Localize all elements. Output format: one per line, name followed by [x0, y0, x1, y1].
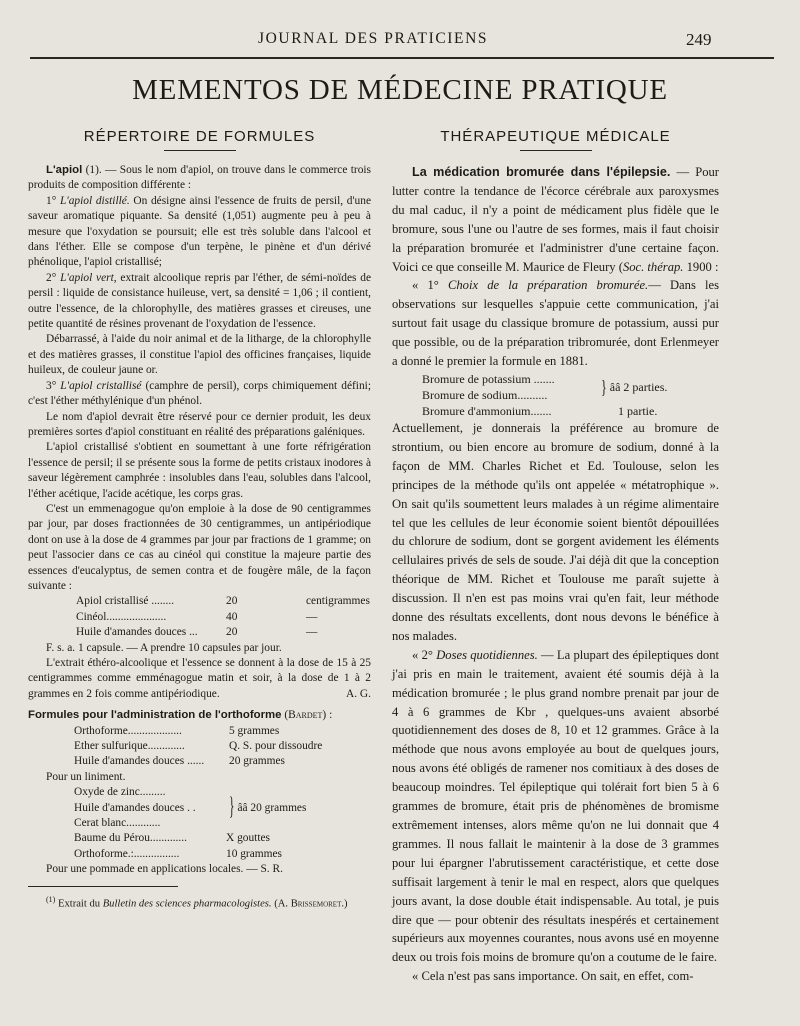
right-column — [392, 128, 719, 986]
footnote: $^{(1)}$ Extrait du Bulletin des sciences pharmacologistes. (A. Brissemoret.) — [46, 894, 348, 910]
doses-paragraph: « 2° Doses quotidiennes. — La plupart des épileptiques dont j'ai pris en main le traitement, avaient été soumis déjà à la médication bromurée ; le plus grand nombre prenait par jour de 4 à 6 grammes de Kbr , quelques-uns avaient absorbé quotidiennement des doses de 8, 10 et 12 grammes. Grâce à la méthode que nous avons employée au bout de quelques jours, nous avons été obligés de ramener nos comitiaux à des doses de beaucoup moindres. Tel épileptique qui tolérait fort bien 5 à 6 grammes de bromure, était pris de phénomènes de bromisme extrêmement intenses, alors même qu'on ne lui donnait que 4 grammes. Il nous fallait le maintenir à la dose de 3 grammes pour lui épargner l'abrutissement caractéristique, et cette dose suffisait largement à tenir le mal en respect, alors que quelques jours avant, la dose double était indispensable. Au total, je puis dire que — pour obtenir des résultats inespérés et certainement supérieurs aux moyennes courantes, nous avons usé en moyenne deux ou trois fois moins de bromure qu'on a coutume de le faire. — [392, 647, 719, 965]
apiol-item-2: 2° L'apiol vert, extrait alcoolique repris par l'éther, de sémi-noïdes de persil : liquide de consistance huileuse, vert, sa densité = 1,06 ; il contient, outre l'essence, de la chlorophylle, des matières grasses et cireuses, une petite quantité de résines provenant de l'oxydation de l'essence. — [28, 271, 372, 331]
footnote-rule — [28, 886, 178, 887]
liniment-formula: Baume du Pérou............. X gouttes Orthoforme.:................ 10 grammes — [74, 832, 282, 860]
pommade-line: Pour une pommade en applications locales. — S. R. — [46, 863, 283, 876]
choice-continuation: Actuellement, je donnerais la préférence au bromure de strontium, ou bien encore au bromure de sodium, donné à la façon de MM. Charles Richet et Ed. Toulouse, selon les principes de la méthode qu'ils ont appelée « métatrophique ». On sait qu'ils soumettent leurs malades à un régime alimentaire tel que les cellules de leur économie soient bientôt dépouillées du chlorure de sodium, dont se gorgent avidement les éléments cellulaires privés de sels de soude. J'ai déjà dit que la conception théorique de MM. Richet et Toulouse me paraît sujette à discussion. Il n'en est pas moins vrai qu'en fait, leur méthode donne des résultats excellents, dont nous devons le bénéfice à nos malades. — [392, 420, 719, 643]
author-initials: A. G. — [346, 687, 371, 700]
right-column-heading: THÉRAPEUTIQUE MÉDICALE — [440, 128, 671, 145]
apiol-paragraph-6: L'apiol cristallisé s'obtient en soumettant à une forte réfrigération l'essence de persil; il se présente sous la forme de petits cristaux inodores à saveur légèrement camphrée : insolubles dans l'eau, solubles dans l'alcool, l'éther acétique, l'acide acétique, les corps gras. — [28, 441, 371, 500]
apiol-paragraph-7: C'est un emmenagogue qu'on emploie à la dose de 90 centigrammes par jour, par doses fractionnées de 30 centigrammes, un antipériodique dont on use à la dose de 4 grammes par jour par fractions de 1 gramme; on peut l'associer dans ce cas au cinéol qui constitue la majeure partie des essences d'eucalyptus, de semen contra et de fougère mâle, de la façon suivante : — [28, 502, 371, 592]
apiol-intro: L'apiol (1). — Sous le nom d'apiol, on trouve dans le commerce trois produits de composition différente : — [28, 164, 371, 192]
section-title: MEMENTOS DE MÉDECINE PRATIQUE — [132, 74, 668, 106]
header-rule — [30, 57, 774, 59]
brace-glyph: } — [229, 793, 235, 821]
page-number: 249 — [686, 30, 712, 49]
right-heading-rule — [520, 150, 592, 151]
apiol-paragraph-5: Le nom d'apiol devrait être réservé pour ce dernier produit, les deux premières sortes d'apiol constituant en réalité des préparations galéniques. — [28, 410, 371, 438]
left-column-heading: RÉPERTOIRE DE FORMULES — [83, 128, 316, 145]
therapeutic-lead: La médication bromurée dans l'épilepsie. — Pour lutter contre la tendance de l'écorce cérébrale aux paroxysmes du mal caduc, il n'y a point de médicament plus fidèle que le bromure, sous l'une ou l'autre de ses formes, mais il faut choisir la préparation bromurée et l'administrer d'une certaine façon. Voici ce que conseille M. Maurice de Fleury (Soc. thérap. 1900 : — [392, 165, 719, 274]
choice-paragraph: « 1° Choix de la préparation bromurée.— Dans les observations sur lesquelles s'appuie cette communication, j'ai surtout fait usage du classique bromure de potassium, aussi pur que possible, ou de la préparation tribromurée, dont Erlenmeyer a donné le premier la formule en 1881. — [392, 278, 719, 369]
page-header — [0, 0, 800, 60]
left-heading-rule — [164, 150, 236, 151]
orthoforme-heading: Formules pour l'administration de l'orthoforme (Bardet) : — [28, 709, 333, 722]
apiol-item-3: 3° L'apiol cristallisé (camphre de persil), corps chimiquement défini; c'est l'éther méthylénique d'un phénol. — [28, 379, 371, 408]
apiol-paragraph-8: L'extrait éthéro-alcoolique et l'essence se donnent à la dose de 15 à 25 centigrammes comme emménagogue matin et soir, à la dose de 1 à 2 grammes en 2 fois comme antipériodique. A. G. — [28, 656, 371, 702]
apiol-formula: Apiol cristallisé ........ 20 centigrammes Cinéol..................... 40 — Huile d'amandes douces ... 20 — — [76, 595, 370, 639]
closing-line: « Cela n'est pas sans importance. On sait, en effet, com- — [412, 969, 694, 984]
brace-glyph: } — [601, 375, 607, 399]
running-title: JOURNAL DES PRATICIENS — [258, 30, 489, 47]
formula-note: F. s. a. 1 capsule. — A prendre 10 capsules par jour. — [46, 641, 282, 654]
bromide-brace-group: Bromure de potassium ....... Bromure de sodium.......... } ââ 2 parties. — [422, 371, 668, 402]
bromide-formula-last: Bromure d'ammonium....... 1 partie. — [422, 403, 658, 418]
liniment-brace-group: Oxyde de zinc......... Huile d'amandes douces . . Cerat blanc............ } ââ 20 grammes — [74, 786, 307, 830]
liniment-intro: Pour un liniment. — [46, 770, 126, 783]
apiol-item-1: 1° L'apiol distillé. On désigne ainsi l'essence de fruits de persil, d'une saveur aromatique piquante. Sa densité (1,051) augmente peu à peu à mesure que l'oxydation se poursuit; elle est très soluble dans l'alcool et dans l'éther. Elle se compose d'un terpène, le pinène et d'un dérivé phénolique, l'apiol cristallisé; — [28, 194, 371, 269]
orthoforme-formula: Orthoforme................... 5 grammes Ether sulfurique............. Q. S. pour dissoudre Huile d'amandes douces ...... 20 grammes — [74, 724, 323, 768]
apiol-paragraph-3: Débarrassé, à l'aide du noir animal et de la litharge, de la chlorophylle et des matières grasses, il constitue l'apiol des officines françaises, liquide huileux, de couleur jaune or. — [28, 333, 371, 377]
left-column — [28, 128, 371, 911]
